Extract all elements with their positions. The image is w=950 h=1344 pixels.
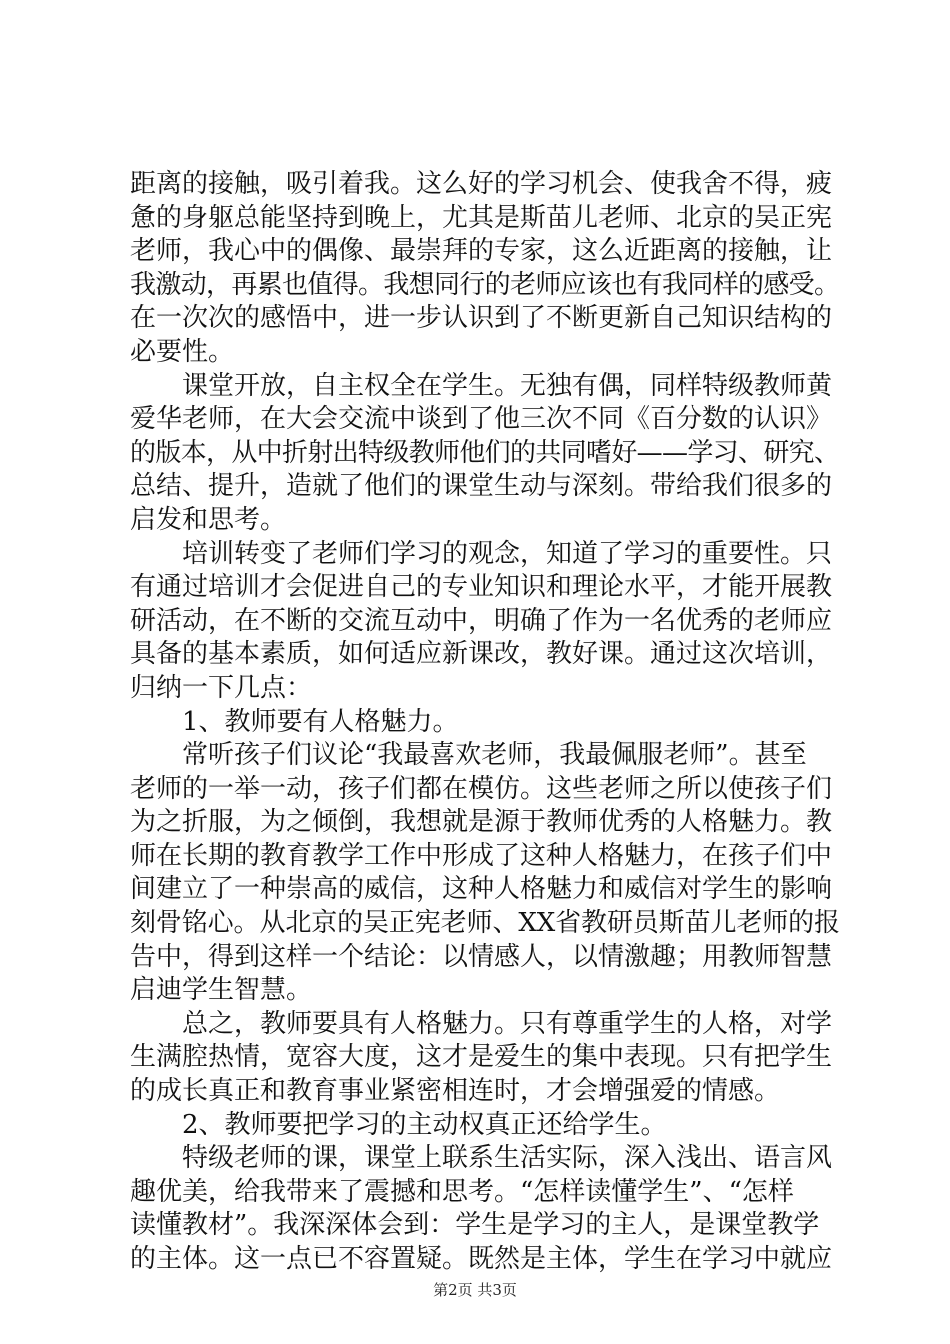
text-line: 归纳一下几点： <box>130 672 313 703</box>
text-line: 课堂开放，自主权全在学生。无独有偶，同样特级教师黄 <box>182 370 833 401</box>
text-line: 启发和思考。 <box>130 504 287 535</box>
text-line: 研活动，在不断的交流互动中，明确了作为一名优秀的老师应 <box>130 605 833 636</box>
text-line: 师在长期的教育教学工作中形成了这种人格魅力，在孩子们中 <box>130 840 833 871</box>
text-line: 老师的一举一动，孩子们都在模仿。这些老师之所以使孩子们 <box>130 773 833 804</box>
text-line: 为之折服，为之倾倒，我想就是源于教师优秀的人格魅力。教 <box>130 807 833 838</box>
document-body <box>130 168 840 1277</box>
text-line: 常听孩子们议论“我最喜欢老师，我最佩服老师”。甚至 <box>182 740 807 771</box>
text-line: 爱华老师，在大会交流中谈到了他三次不同《百分数的认识》 <box>130 404 833 435</box>
text-line: 我激动，再累也值得。我想同行的老师应该也有我同样的感受。 <box>130 269 840 300</box>
page-number-label: 第2页 共3页 <box>433 1281 517 1299</box>
text-line: 刻骨铭心。从北京的吴正宪老师、XX省教研员斯苗儿老师的报 <box>130 908 840 939</box>
page-footer <box>0 1279 950 1300</box>
text-line: 间建立了一种崇高的威信，这种人格魅力和威信对学生的影响 <box>130 874 833 905</box>
text-line: 告中，得到这样一个结论：以情感人，以情激趣；用教师智慧 <box>130 941 833 972</box>
text-line: 启迪学生智慧。 <box>130 975 313 1006</box>
text-line: 培训转变了老师们学习的观念，知道了学习的重要性。只 <box>182 538 833 569</box>
text-line: 有通过培训才会促进自己的专业知识和理论水平，才能开展教 <box>130 572 833 603</box>
text-line: 老师，我心中的偶像、最崇拜的专家，这么近距离的接触，让 <box>130 236 833 267</box>
text-line: 总结、提升，造就了他们的课堂生动与深刻。带给我们很多的 <box>130 471 833 502</box>
text-line: 惫的身躯总能坚持到晚上，尤其是斯苗儿老师、北京的吴正宪 <box>130 202 833 233</box>
text-line: 1、教师要有人格魅力。 <box>182 706 459 737</box>
text-line: 距离的接触，吸引着我。这么好的学习机会、使我舍不得，疲 <box>130 169 833 199</box>
text-line: 具备的基本素质，如何适应新课改，教好课。通过这次培训， <box>130 639 833 670</box>
text-line: 生满腔热情，宽容大度，这才是爱生的集中表现。只有把学生 <box>130 1042 833 1073</box>
text-line: 的成长真正和教育事业紧密相连时，才会增强爱的情感。 <box>130 1076 781 1107</box>
text-line: 2、教师要把学习的主动权真正还给学生。 <box>182 1109 667 1140</box>
text-line: 的版本，从中折射出特级教师他们的共同嗜好——学习、研究、 <box>130 437 840 468</box>
text-line: 读懂教材”。我深深体会到：学生是学习的主人，是课堂教学 <box>130 1210 820 1241</box>
text-line: 的主体。这一点已不容置疑。既然是主体，学生在学习中就应 <box>130 1244 833 1274</box>
text-line: 特级老师的课，课堂上联系生活实际，深入浅出、语言风 <box>182 1143 833 1174</box>
text-line: 总之，教师要具有人格魅力。只有尊重学生的人格，对学 <box>182 1008 833 1039</box>
text-line: 必要性。 <box>130 336 235 367</box>
text-line: 在一次次的感悟中，进一步认识到了不断更新自己知识结构的 <box>130 303 833 334</box>
text-line: 趣优美，给我带来了震撼和思考。“怎样读懂学生”、“怎样 <box>130 1176 794 1207</box>
